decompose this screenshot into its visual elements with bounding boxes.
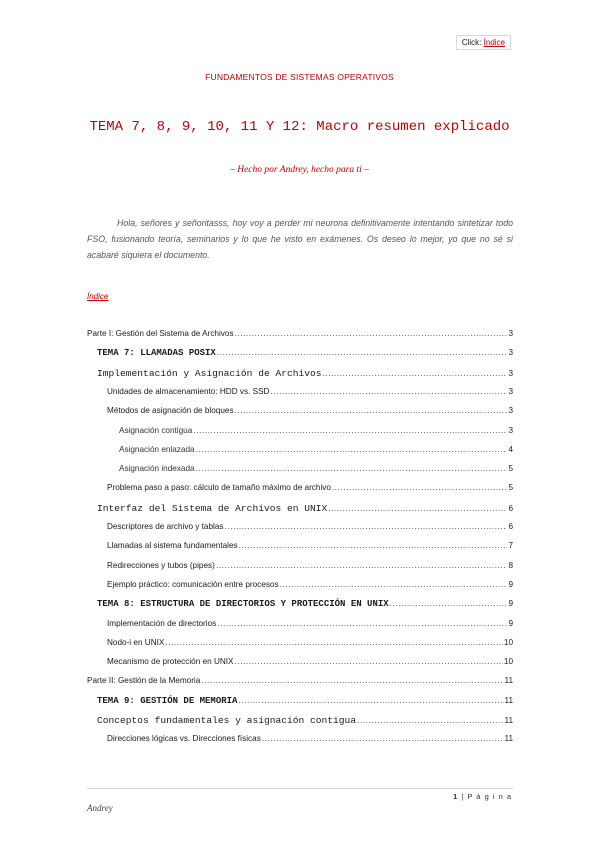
toc-entry[interactable]: [87, 638, 513, 652]
indice-heading-link[interactable]: Índice: [87, 292, 109, 301]
toc-leader-dots: [239, 541, 508, 550]
toc-entry[interactable]: [87, 561, 513, 575]
toc-entry-title: TEMA 8: ESTRUCTURA DE DIRECTORIOS Y PROTECCIÓN EN UNIX: [97, 599, 389, 610]
toc-leader-dots: [193, 426, 507, 435]
index-link-top[interactable]: Índice: [483, 38, 505, 47]
toc-leader-dots: [225, 522, 508, 531]
toc-entry-page: 3: [508, 329, 513, 338]
toc-entry-title: Interfaz del Sistema de Archivos en UNIX: [97, 502, 328, 514]
toc-entry-title: Asignación contigua: [119, 425, 193, 435]
toc-leader-dots: [238, 696, 503, 705]
toc-entry-page: 6: [508, 522, 513, 531]
toc-entry-page: 10: [503, 657, 513, 667]
toc-entry-page: 4: [508, 444, 513, 454]
toc-entry[interactable]: [87, 503, 513, 517]
toc-leader-dots: [217, 619, 507, 628]
toc-entry-title: Llamadas al sistema fundamentales: [107, 541, 238, 551]
toc-entry-title: Problema paso a paso: cálculo de tamaño máximo de archivo: [107, 483, 331, 493]
toc-leader-dots: [280, 580, 508, 589]
toc-entry-title: Direcciones lógicas vs. Direcciones físicas: [107, 734, 261, 744]
toc-leader-dots: [262, 734, 504, 743]
toc-entry-title: Asignación enlazada: [119, 444, 195, 454]
toc-entry-page: 5: [508, 483, 513, 493]
toc-entry-title: Parte I: Gestión del Sistema de Archivos: [87, 329, 234, 338]
toc-entry[interactable]: [87, 348, 513, 362]
toc-entry-title: Redirecciones y tubos (pipes): [107, 560, 215, 570]
toc-entry[interactable]: [87, 619, 513, 633]
toc-entry-title: Mecanismo de protección en UNIX: [107, 657, 234, 667]
click-label: Click:: [461, 38, 482, 47]
toc-entry[interactable]: [87, 368, 513, 382]
toc-entry-page: 3: [508, 386, 513, 396]
toc-entry-page: 11: [504, 716, 513, 725]
toc-leader-dots: [235, 406, 508, 415]
page-number: 1: [453, 792, 459, 801]
toc-entry-title: Nodo-i en UNIX: [107, 637, 165, 647]
toc-leader-dots: [323, 369, 508, 378]
toc-leader-dots: [235, 329, 508, 338]
toc-leader-dots: [328, 504, 507, 513]
document-title: TEMA 7, 8, 9, 10, 11 Y 12: Macro resumen explicado: [89, 119, 510, 135]
toc-leader-dots: [201, 676, 503, 685]
toc-entry-page: 11: [504, 734, 513, 744]
page-word: | P á g i n a: [461, 792, 512, 801]
toc-entry-title: TEMA 9: GESTIÓN DE MEMORIA: [97, 695, 238, 706]
toc-entry-page: 9: [508, 618, 513, 628]
toc-entry-title: Conceptos fundamentales y asignación contigua: [97, 715, 357, 726]
toc-entry[interactable]: [87, 445, 513, 459]
toc-leader-dots: [196, 464, 508, 473]
toc-entry[interactable]: [87, 715, 513, 729]
toc-entry-title: Asignación indexada: [119, 464, 195, 474]
toc-entry-page: 3: [508, 406, 513, 416]
toc-entry[interactable]: [87, 599, 513, 613]
toc-leader-dots: [332, 483, 508, 492]
subject-heading: FUNDAMENTOS DE SISTEMAS OPERATIVOS: [205, 72, 394, 82]
toc-leader-dots: [270, 387, 507, 396]
toc-entry[interactable]: [87, 426, 513, 440]
toc-entry-title: Ejemplo práctico: comunicación entre procesos: [107, 579, 279, 589]
toc-entry[interactable]: [87, 696, 513, 710]
toc-entry-title: Implementación y Asignación de Archivos: [97, 367, 322, 379]
toc-entry-page: 9: [508, 579, 513, 589]
toc-entry[interactable]: [87, 734, 513, 748]
toc-entry-page: 3: [508, 368, 513, 378]
toc-entry[interactable]: [87, 329, 513, 343]
toc-entry-title: Descriptores de archivo y tablas: [107, 522, 224, 531]
toc-leader-dots: [390, 599, 508, 608]
author-byline: – Hecho por Andrey, hecho para ti –: [230, 165, 369, 175]
toc-entry[interactable]: [87, 657, 513, 671]
footer-divider: [87, 788, 513, 789]
toc-entry-page: 11: [504, 695, 513, 705]
toc-entry-page: 3: [508, 425, 513, 435]
toc-entry[interactable]: [87, 483, 513, 497]
index-shortcut: [456, 35, 511, 50]
toc-entry-title: Métodos de asignación de bloques: [107, 406, 234, 416]
toc-entry-title: TEMA 7: LLAMADAS POSIX: [97, 348, 216, 359]
toc-entry-title: Parte II: Gestión de la Memoria: [87, 676, 201, 686]
toc-leader-dots: [196, 445, 508, 454]
toc-entry-page: 11: [504, 676, 513, 686]
toc-entry[interactable]: [87, 387, 513, 401]
toc-entry-page: 6: [508, 503, 513, 513]
toc-leader-dots: [216, 561, 508, 570]
footer-author: Andrey: [87, 803, 113, 813]
toc-entry-page: 5: [508, 464, 513, 474]
toc-leader-dots: [165, 638, 503, 647]
toc-leader-dots: [357, 716, 503, 725]
toc-entry-title: Unidades de almacenamiento: HDD vs. SSD: [107, 386, 270, 396]
toc-entry-title: Implementación de directorios: [107, 618, 217, 628]
toc-leader-dots: [235, 657, 503, 666]
toc-entry[interactable]: [87, 464, 513, 478]
toc-entry[interactable]: [87, 676, 513, 690]
toc-entry-page: 9: [508, 599, 513, 609]
toc-entry[interactable]: [87, 522, 513, 536]
intro-paragraph: Hola, señores y señoritasss, hoy voy a perder mi neurona definitivamente intentando sintetizar todo FSO, fusionando teoría, seminarios y lo que he visto en exámenes. Os deseo lo mejor, yo que no sé si acabaré siquiera el documento.: [87, 218, 513, 260]
toc-entry[interactable]: [87, 406, 513, 420]
toc-leader-dots: [217, 348, 508, 357]
toc-entry-page: 7: [508, 541, 513, 551]
toc-entry-page: 10: [503, 637, 513, 647]
toc-entry[interactable]: [87, 580, 513, 594]
toc-entry-page: 8: [508, 560, 513, 570]
toc-entry[interactable]: [87, 541, 513, 555]
toc-entry-page: 3: [508, 348, 513, 358]
footer-page-number: [453, 792, 512, 801]
